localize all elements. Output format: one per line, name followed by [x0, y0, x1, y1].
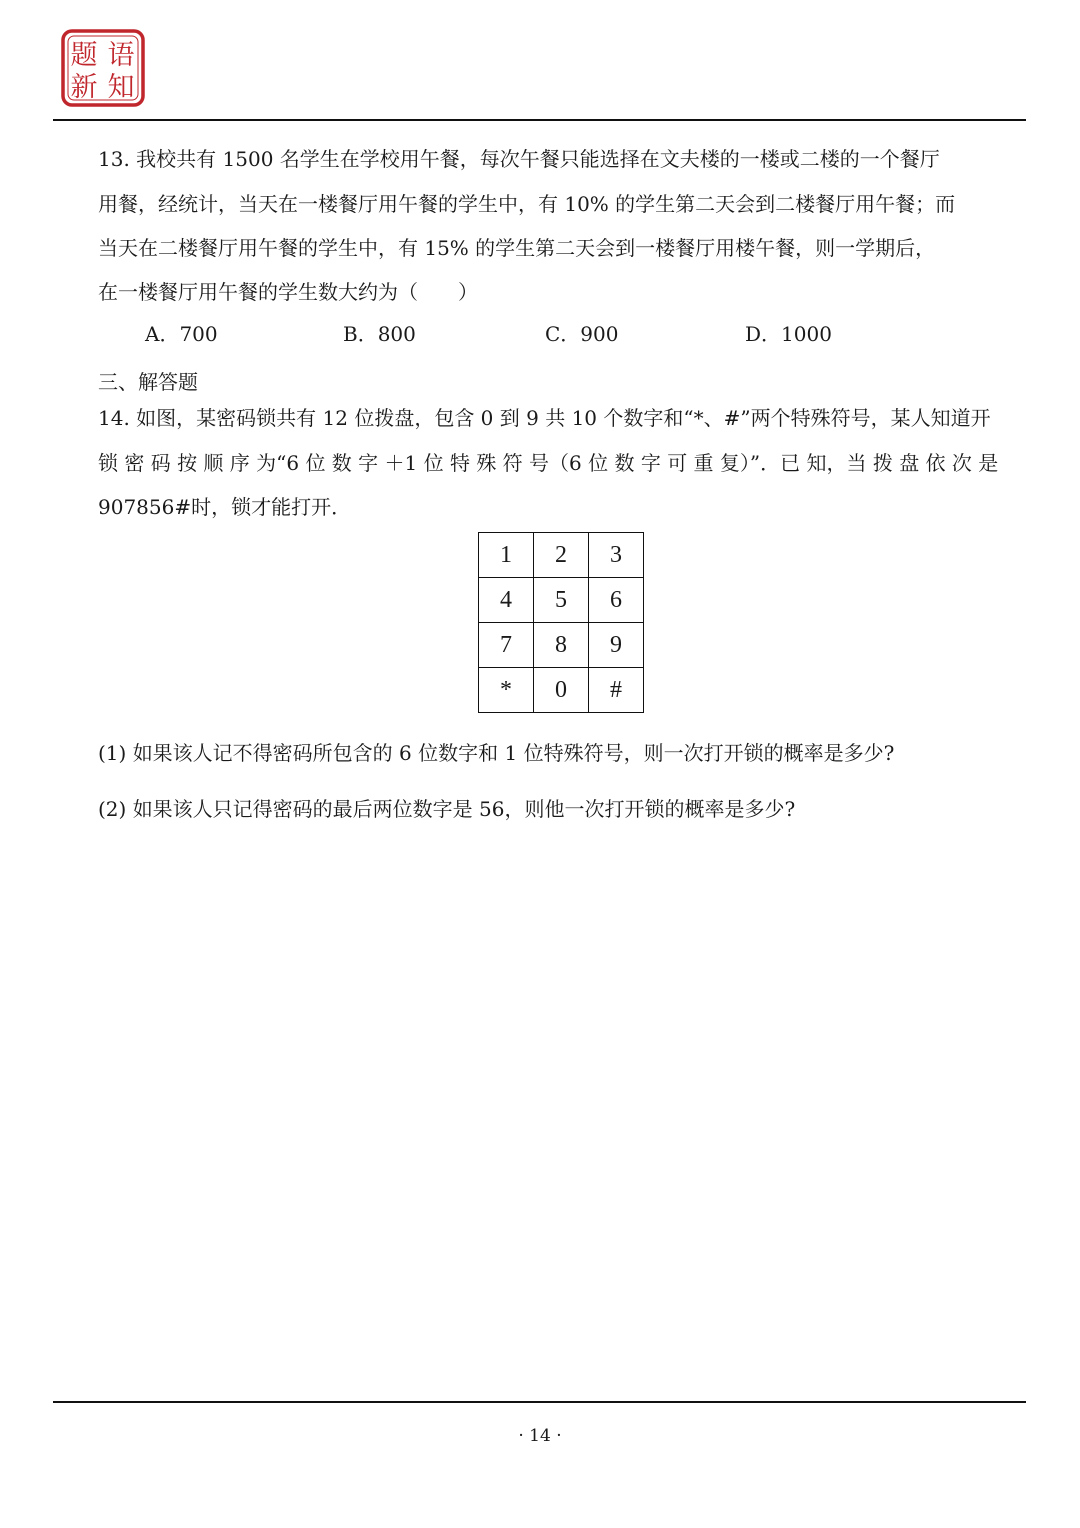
keypad-cell: 5	[534, 578, 589, 623]
keypad-cell: 3	[589, 533, 644, 578]
keypad-cell: 1	[479, 533, 534, 578]
publisher-seal-logo	[60, 28, 146, 108]
q14-line-1: 14. 如图，某密码锁共有 12 位拨盘，包含 0 到 9 共 10 个数字和“*、#”两个特殊符号，某人知道开	[98, 406, 991, 430]
q13-line-3: 当天在二楼餐厅用午餐的学生中，有 15% 的学生第二天会到一楼餐厅用楼午餐，则一学期后，	[98, 236, 936, 260]
q13-option-c: C．900	[545, 322, 619, 346]
seal-char-3: 新	[70, 72, 98, 103]
keypad-row	[479, 533, 644, 578]
seal-char-2: 语	[107, 40, 135, 71]
seal-char-4: 知	[107, 72, 135, 103]
q13-line-4: 在一楼餐厅用午餐的学生数大约为（ ）	[98, 280, 478, 304]
keypad-cell: 7	[479, 623, 534, 668]
keypad-cell: 4	[479, 578, 534, 623]
q14-line-2: 锁 密 码 按 顺 序 为“6 位 数 字 ＋1 位 特 殊 符 号（6 位 数 字 可 重 复）”．已 知，当 拨 盘 依 次 是	[98, 451, 999, 475]
section-title: 三、解答题	[98, 370, 198, 394]
q13-line-1: 13. 我校共有 1500 名学生在学校用午餐，每次午餐只能选择在文夫楼的一楼或二楼的一个餐厅	[98, 147, 940, 171]
keypad-cell: *	[479, 668, 534, 713]
seal-icon	[60, 28, 146, 108]
keypad-cell: #	[589, 668, 644, 713]
q13-option-d: D．1000	[745, 322, 832, 346]
keypad-cell: 6	[589, 578, 644, 623]
page-number: · 14 ·	[518, 1426, 562, 1446]
q13-option-a: A．700	[145, 322, 218, 346]
keypad-cell: 8	[534, 623, 589, 668]
q14-subquestion-1: (1) 如果该人记不得密码所包含的 6 位数字和 1 位特殊符号，则一次打开锁的概率是多少?	[98, 741, 895, 765]
q14-line-3: 907856#时，锁才能打开．	[98, 495, 352, 519]
seal-char-1: 题	[70, 40, 98, 71]
q14-subquestion-2: (2) 如果该人只记得密码的最后两位数字是 56，则他一次打开锁的概率是多少?	[98, 797, 796, 821]
q13-line-2: 用餐，经统计，当天在一楼餐厅用午餐的学生中，有 10% 的学生第二天会到二楼餐厅用午餐；而	[98, 192, 956, 216]
header-rule	[53, 119, 1026, 121]
footer-rule	[53, 1401, 1026, 1403]
keypad-row	[479, 623, 644, 668]
q13-option-b: B．800	[343, 322, 416, 346]
keypad-cell: 9	[589, 623, 644, 668]
keypad-cell: 2	[534, 533, 589, 578]
keypad-row	[479, 668, 644, 713]
keypad-table	[478, 532, 644, 713]
keypad-cell: 0	[534, 668, 589, 713]
keypad-row	[479, 578, 644, 623]
